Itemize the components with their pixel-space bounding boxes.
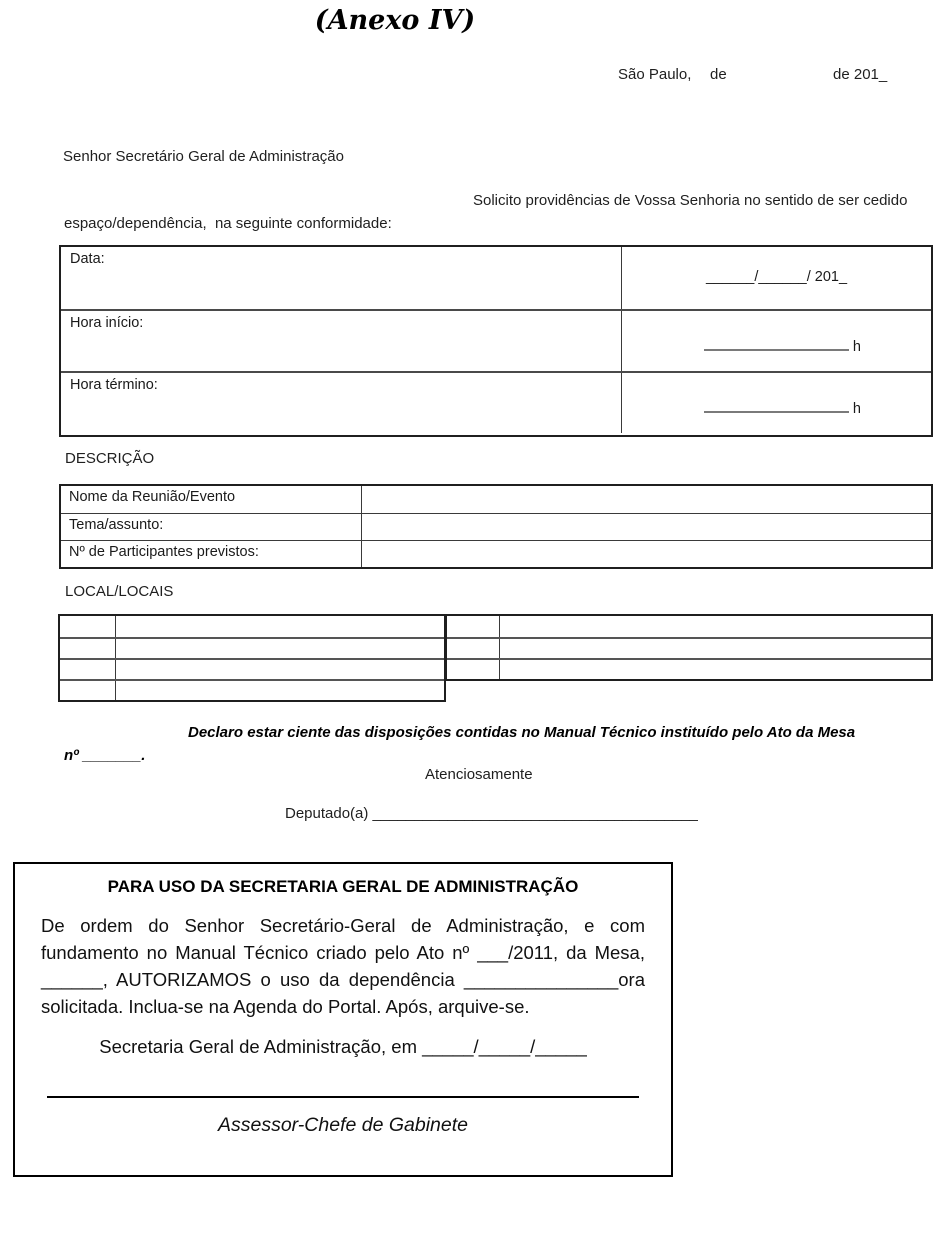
date-blank-text: ______/______/ 201_: [705, 269, 848, 285]
hour-unit: h: [848, 401, 861, 417]
location-name-cell: [500, 616, 931, 637]
locations-heading: LOCAL/LOCAIS: [65, 583, 174, 600]
location-checkbox-cell: [60, 681, 116, 700]
table-row-tema: [61, 513, 931, 540]
location-checkbox-cell: [60, 660, 116, 679]
nome-blank-cell: [362, 486, 931, 513]
dateline-de-year: de 201_: [833, 66, 888, 83]
description-heading: DESCRIÇÃO: [65, 450, 155, 467]
request-line-2: espaço/dependência, na seguinte conformidade:: [64, 215, 392, 232]
admin-paragraph-line: solicitada. Inclua-se na Agenda do Portal. Após, arquive-se.: [41, 996, 530, 1017]
signature-role: Assessor-Chefe de Gabinete: [217, 1114, 469, 1136]
locations-table-right: [445, 614, 933, 681]
admin-paragraph-line: ______, AUTORIZAMOS o uso da dependência _______________ora: [41, 969, 645, 990]
location-row: [447, 658, 931, 679]
location-name-cell: [116, 681, 444, 700]
table-row-participantes: [61, 540, 931, 567]
location-row: [60, 616, 444, 637]
table-row-nome: [61, 486, 931, 513]
admin-paragraph-line: fundamento no Manual Técnico criado pelo Ato nº ___/2011, da Mesa,: [41, 942, 645, 963]
location-name-cell: [116, 639, 444, 658]
signature-line: [47, 1096, 639, 1098]
closing-salutation: Atenciosamente: [425, 766, 533, 783]
field-label-nome: Nome da Reunião/Evento: [61, 486, 362, 513]
location-checkbox-cell: [60, 639, 116, 658]
field-label-hora-inicio: Hora início:: [61, 311, 622, 371]
admin-box-paragraph: [41, 912, 645, 1020]
location-name-cell: [116, 616, 444, 637]
location-checkbox-cell: [447, 616, 500, 637]
location-checkbox-cell: [60, 616, 116, 637]
request-line-1: Solicito providências de Vossa Senhoria no sentido de ser cedido: [473, 192, 908, 209]
admin-use-box: [13, 862, 673, 1177]
admin-date-line: Secretaria Geral de Administração, em _____/_____/_____: [99, 1036, 587, 1057]
table-row-data: [61, 247, 931, 309]
declaration-line-2: nº _______.: [64, 747, 146, 764]
blank-line: [704, 337, 849, 351]
description-table: [59, 484, 933, 569]
location-name-cell: [500, 639, 931, 658]
hora-termino-blank: [622, 373, 931, 433]
field-label-data: Data:: [61, 247, 622, 309]
hour-unit: h: [848, 339, 861, 355]
admin-box-title: PARA USO DA SECRETARIA GERAL DE ADMINISTRAÇÃO: [107, 877, 579, 896]
locations-table-left: [58, 614, 446, 702]
tema-blank-cell: [362, 514, 931, 540]
dateline-city: São Paulo,: [618, 66, 692, 83]
salutation: Senhor Secretário Geral de Administração: [63, 148, 344, 165]
dateline-de-day: de: [710, 66, 727, 83]
location-row: [447, 616, 931, 637]
dateline: [0, 66, 941, 86]
location-name-cell: [116, 660, 444, 679]
deputy-signature-line: Deputado(a) _______________________________________: [285, 805, 698, 822]
location-checkbox-cell: [447, 660, 500, 679]
location-row: [60, 679, 444, 700]
table-row-hora-termino: [61, 371, 931, 433]
field-label-participantes: Nº de Participantes previstos:: [61, 541, 362, 567]
schedule-table: [59, 245, 933, 437]
field-label-hora-termino: Hora término:: [61, 373, 622, 433]
location-row: [447, 637, 931, 658]
hora-inicio-blank: [622, 311, 931, 371]
table-row-hora-inicio: [61, 309, 931, 371]
declaration-line-1: Declaro estar ciente das disposições contidas no Manual Técnico instituído pelo Ato da Mesa: [188, 724, 856, 741]
admin-paragraph-line: De ordem do Senhor Secretário-Geral de Administração, e com: [41, 915, 645, 936]
participantes-blank-cell: [362, 541, 931, 567]
blank-line: [704, 399, 849, 413]
location-row: [60, 658, 444, 679]
field-label-tema: Tema/assunto:: [61, 514, 362, 540]
date-blank: [622, 247, 931, 309]
location-name-cell: [500, 660, 931, 679]
location-row: [60, 637, 444, 658]
page-title: (Anexo IV): [314, 5, 476, 36]
location-checkbox-cell: [447, 639, 500, 658]
